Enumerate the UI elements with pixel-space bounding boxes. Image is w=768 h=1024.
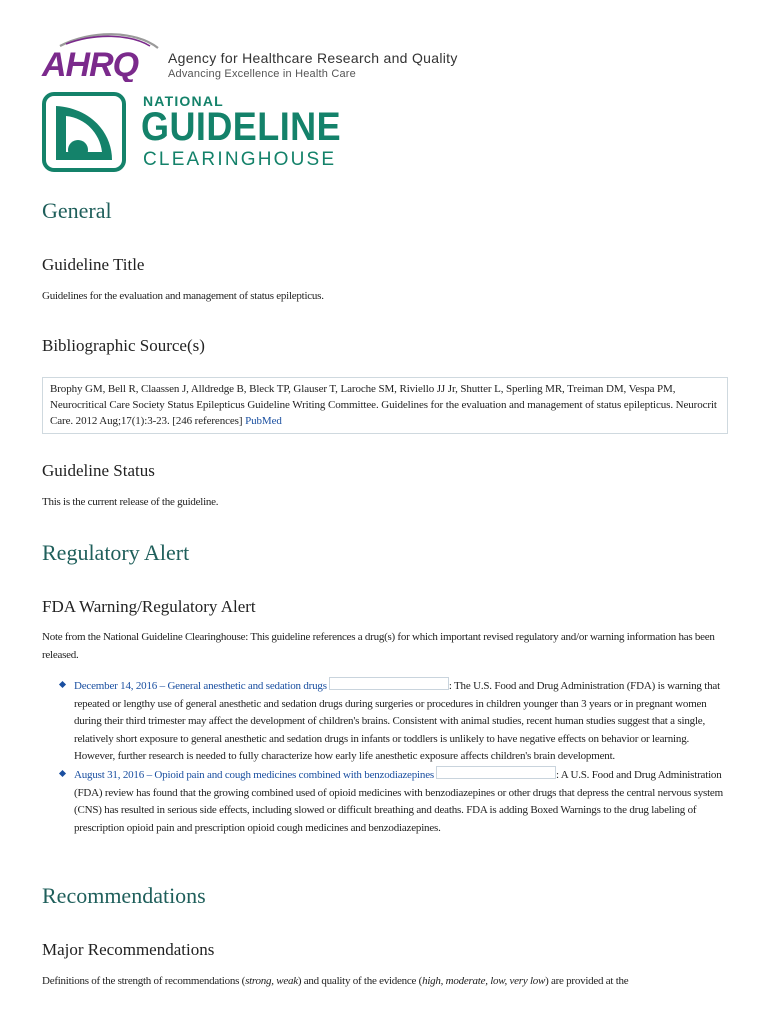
regulatory-alert-list bbox=[42, 677, 724, 837]
guideline-status-text: This is the current release of the guideline. bbox=[42, 496, 219, 508]
section-recommendations-heading: Recommendations bbox=[42, 883, 206, 908]
alert-link-opioid[interactable]: August 31, 2016 – Opioid pain and cough medicines combined with benzodiazepines bbox=[74, 768, 434, 781]
section-regulatory-heading: Regulatory Alert bbox=[42, 540, 190, 565]
ahrq-logo-text: AHRQ bbox=[42, 46, 139, 82]
major-recommendations-heading: Major Recommendations bbox=[42, 940, 215, 959]
recommendations-intro: Definitions of the strength of recommendations (strong, weak) and quality of the evidence (high, moderate, low, very low) are provided at the bbox=[42, 975, 629, 987]
alert-text: : A U.S. Food and Drug Administration (FDA) review has found that the growing combined used of opioid medicines with benzodiazepines or other drugs that depress the central nervous system (CNS) has resulted in serious side effects, including slowed or difficult breathing and deaths. FDA is adding Boxed Warnings to the drug labeling of prescription opioid pain and prescription opioid cough medicines and benzodiazepines. bbox=[74, 768, 723, 834]
agency-name: Agency for Healthcare Research and Quality bbox=[168, 50, 458, 66]
ahrq-logo-icon[interactable] bbox=[40, 32, 164, 82]
list-item bbox=[42, 766, 724, 837]
guideline-title-text: Guidelines for the evaluation and management of status epilepticus. bbox=[42, 290, 324, 302]
external-link-box bbox=[329, 677, 449, 690]
ngc-clearinghouse-text: CLEARINGHOUSE bbox=[143, 149, 337, 170]
guideline-title-heading: Guideline Title bbox=[42, 255, 145, 274]
ngc-logo-icon[interactable] bbox=[42, 92, 126, 172]
external-link-box bbox=[436, 766, 556, 779]
guideline-status-heading: Guideline Status bbox=[42, 461, 155, 480]
bibliographic-source-box bbox=[42, 377, 728, 434]
list-item bbox=[42, 677, 724, 766]
fda-warning-heading: FDA Warning/Regulatory Alert bbox=[42, 597, 256, 616]
section-general-heading: General bbox=[42, 198, 112, 223]
ngc-header bbox=[42, 92, 372, 172]
agency-tagline: Advancing Excellence in Health Care bbox=[168, 68, 356, 80]
regulatory-note: Note from the National Guideline Clearinghouse: This guideline references a drug(s) for which important revised regulatory and/or warning information has been released. bbox=[42, 631, 715, 661]
bullet-icon bbox=[59, 770, 66, 777]
alert-text: : The U.S. Food and Drug Administration (FDA) is warning that repeated or lengthy use of general anesthetic and sedation drugs during surgeries or procedures in children younger than 3 years or in pregnant women during their third trimester may affect the development of children's brains. Consistent with animal studies, recent human studies suggest that a single, relatively short exposure to general anesthetic and sedation drugs in infants or toddlers is unlikely to have negative effects on behavior or learning. However, further research is needed to fully characterize how early life anesthetic exposure affects children's brain development. bbox=[74, 680, 720, 763]
ahrq-header bbox=[40, 32, 500, 82]
ngc-national-text: NATIONAL bbox=[143, 93, 224, 109]
bibliographic-source-text: Brophy GM, Bell R, Claassen J, Alldredge B, Bleck TP, Glauser T, Laroche SM, Riviello JJ Jr, Shutter L, Sperling MR, Treiman DM, Vespa PM, Neurocritical Care Society Status Epilepticus Guideline Writing Committee. Guidelines for the evaluation and management of status epilepticus. Neurocrit Care. 2012 Aug;17(1):3-23. [246 references] bbox=[50, 383, 717, 427]
pubmed-link[interactable]: PubMed bbox=[245, 415, 282, 427]
ngc-guideline-text: GUIDELINE bbox=[141, 105, 342, 149]
bullet-icon bbox=[59, 681, 66, 688]
bibliographic-source-heading: Bibliographic Source(s) bbox=[42, 336, 205, 355]
alert-link-anesthetic[interactable]: December 14, 2016 – General anesthetic and sedation drugs bbox=[74, 680, 327, 692]
